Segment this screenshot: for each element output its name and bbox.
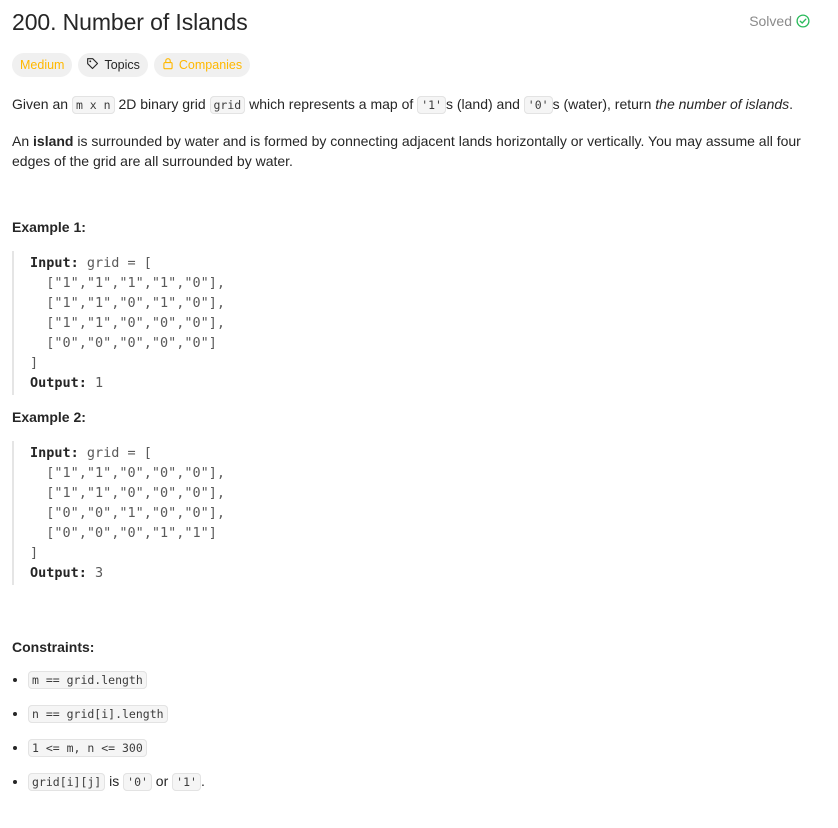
inline-code: grid[i][j] xyxy=(28,773,105,791)
statement-text: 2D binary grid xyxy=(114,96,210,112)
output-value: 1 xyxy=(86,375,104,391)
inline-code: 1 <= m, n <= 300 xyxy=(28,739,147,757)
constraint-text: . xyxy=(200,773,205,789)
inline-code: m x n xyxy=(72,96,115,114)
constraint-item xyxy=(28,771,826,792)
inline-code: grid xyxy=(210,96,246,114)
companies-label: Companies xyxy=(178,58,243,72)
example-2-block xyxy=(12,441,826,585)
constraint-text: is xyxy=(105,773,124,789)
statement-paragraph-2 xyxy=(12,131,826,171)
input-open: grid = [ xyxy=(78,255,152,271)
example-1-code xyxy=(30,253,826,393)
solved-label: Solved xyxy=(749,13,792,29)
statement-text: is surrounded by water and is formed by connecting adjacent lands horizontally or vertically. You may assume all four edges of the grid are all surrounded by water. xyxy=(12,133,801,169)
grid-row: ["0","0","0","1","1"] xyxy=(30,525,217,541)
constraint-item xyxy=(28,703,826,724)
statement-emphasis: the number of islands xyxy=(655,96,790,112)
topics-button[interactable] xyxy=(78,53,147,77)
statement-text: An xyxy=(12,133,34,149)
constraints-list xyxy=(12,669,826,792)
input-label: Input: xyxy=(30,445,79,461)
statement-text: s (land) and xyxy=(445,96,524,112)
grid-row: ["1","1","0","0","0"], xyxy=(30,315,226,331)
example-2-code xyxy=(30,443,826,583)
inline-code: '1' xyxy=(417,96,446,114)
inline-code: n == grid[i].length xyxy=(28,705,168,723)
statement-text: s (water), return xyxy=(552,96,656,112)
problem-title[interactable]: 200. Number of Islands xyxy=(12,9,248,35)
inline-code: m == grid.length xyxy=(28,671,147,689)
example-1-title: Example 1: xyxy=(12,219,86,235)
solved-status xyxy=(749,13,810,29)
output-value: 3 xyxy=(86,565,104,581)
inline-code: '1' xyxy=(172,773,201,791)
constraint-item xyxy=(28,737,826,758)
inline-code: '0' xyxy=(524,96,553,114)
output-label: Output: xyxy=(30,375,87,391)
input-close: ] xyxy=(30,545,39,561)
output-label: Output: xyxy=(30,565,87,581)
input-label: Input: xyxy=(30,255,79,271)
grid-row: ["0","0","1","0","0"], xyxy=(30,505,226,521)
problem-tags xyxy=(12,53,826,77)
problem-statement xyxy=(12,94,826,171)
example-1-block xyxy=(12,251,826,395)
statement-strong: island xyxy=(33,133,74,149)
grid-row: ["1","1","0","1","0"], xyxy=(30,295,226,311)
inline-code: '0' xyxy=(123,773,152,791)
input-open: grid = [ xyxy=(78,445,152,461)
lock-icon xyxy=(162,57,174,73)
grid-row: ["1","1","0","0","0"], xyxy=(30,465,226,481)
input-close: ] xyxy=(30,355,39,371)
grid-row: ["0","0","0","0","0"] xyxy=(30,335,217,351)
constraint-text: or xyxy=(151,773,173,789)
tag-icon xyxy=(86,57,99,73)
statement-paragraph-1 xyxy=(12,94,826,115)
statement-text: . xyxy=(789,96,794,112)
statement-text: which represents a map of xyxy=(245,96,418,112)
constraints-title: Constraints: xyxy=(12,639,95,655)
grid-row: ["1","1","0","0","0"], xyxy=(30,485,226,501)
check-circle-icon xyxy=(796,14,810,28)
difficulty-badge[interactable]: Medium xyxy=(12,53,72,77)
topics-label: Topics xyxy=(104,58,140,72)
companies-button[interactable] xyxy=(154,53,250,77)
grid-row: ["1","1","1","1","0"], xyxy=(30,275,226,291)
problem-header xyxy=(12,0,826,46)
constraint-item xyxy=(28,669,826,690)
example-2-title: Example 2: xyxy=(12,409,86,425)
statement-text: Given an xyxy=(12,96,72,112)
